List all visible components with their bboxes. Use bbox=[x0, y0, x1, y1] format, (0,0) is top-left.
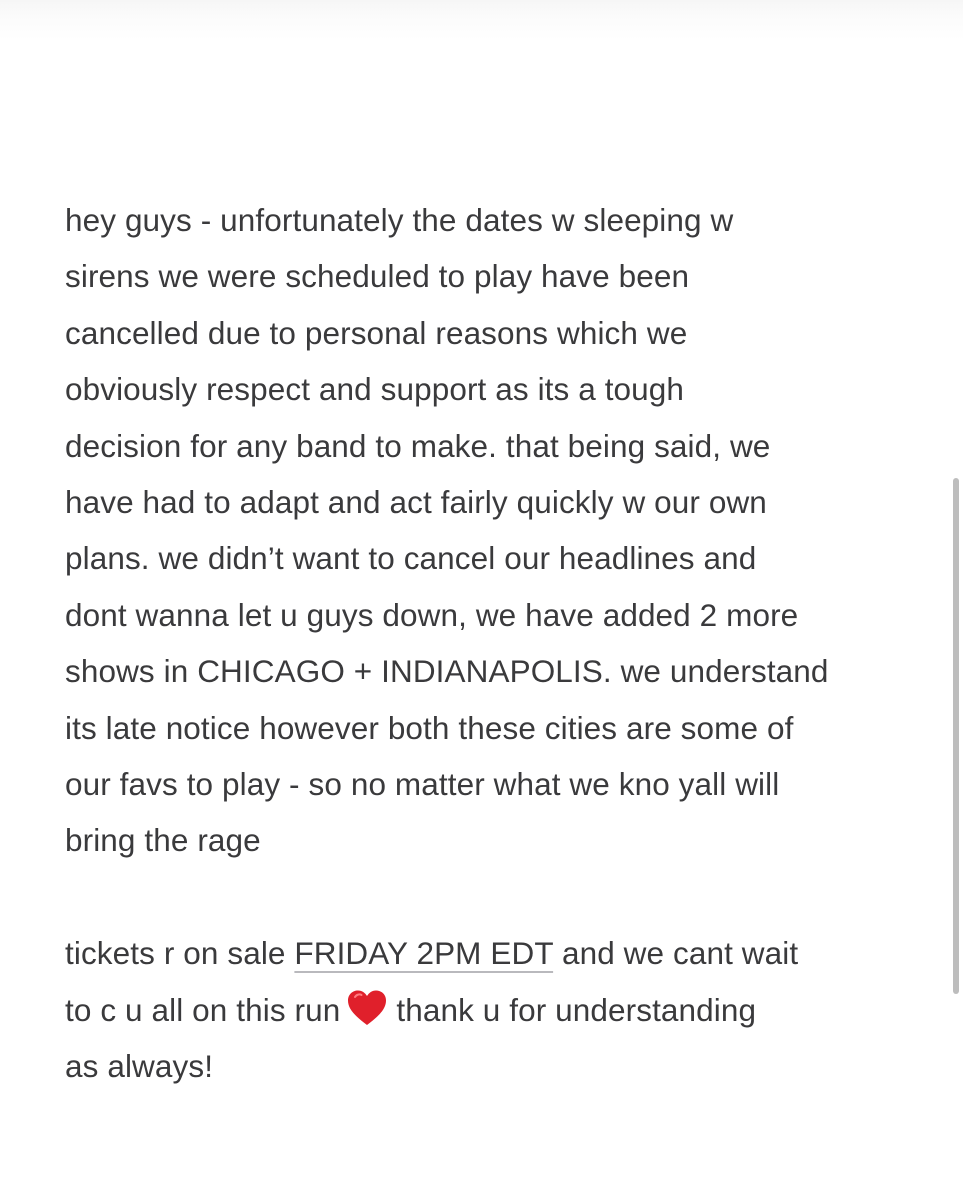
tickets-line bbox=[65, 925, 925, 981]
note-line-6: have had to adapt and act fairly quickly w our own bbox=[65, 484, 767, 521]
date-time-link[interactable]: FRIDAY 2PM EDT bbox=[294, 935, 554, 972]
note-line-1: hey guys - unfortunately the dates w sleeping w bbox=[65, 202, 734, 238]
run-line bbox=[65, 982, 925, 1038]
red-heart-icon bbox=[346, 989, 388, 1027]
note-line-4: obviously respect and support as its a tough bbox=[65, 371, 685, 408]
tickets-suffix: and we cant wait bbox=[553, 935, 799, 972]
tickets-prefix: tickets r on sale bbox=[65, 935, 295, 972]
note-line-5: decision for any band to make. that being said, we bbox=[65, 427, 771, 464]
run-suffix: thank u for understanding bbox=[396, 991, 757, 1028]
note-line-2: sirens we were scheduled to play have been bbox=[65, 258, 690, 295]
scrollbar-thumb[interactable] bbox=[953, 478, 959, 994]
closing-line: as always! bbox=[65, 1048, 214, 1085]
paragraph-spacer bbox=[65, 869, 925, 925]
vertical-scrollbar[interactable] bbox=[949, 0, 963, 1200]
note-line-7: plans. we didn’t want to cancel our headlines and bbox=[65, 540, 757, 577]
note-body[interactable] bbox=[65, 192, 925, 1094]
run-prefix: to c u all on this run bbox=[65, 991, 341, 1028]
note-line-11: our favs to play - so no matter what we kno yall will bbox=[65, 766, 780, 803]
note-line-3: cancelled due to personal reasons which we bbox=[65, 314, 688, 351]
note-line-8: dont wanna let u guys down, we have added 2 more bbox=[65, 596, 799, 633]
note-line-10: its late notice however both these cities are some of bbox=[65, 709, 794, 746]
note-line-12: bring the rage bbox=[65, 822, 261, 859]
note-line-9: shows in CHICAGO + INDIANAPOLIS. we understand bbox=[65, 653, 829, 690]
top-edge-shadow bbox=[0, 0, 963, 40]
